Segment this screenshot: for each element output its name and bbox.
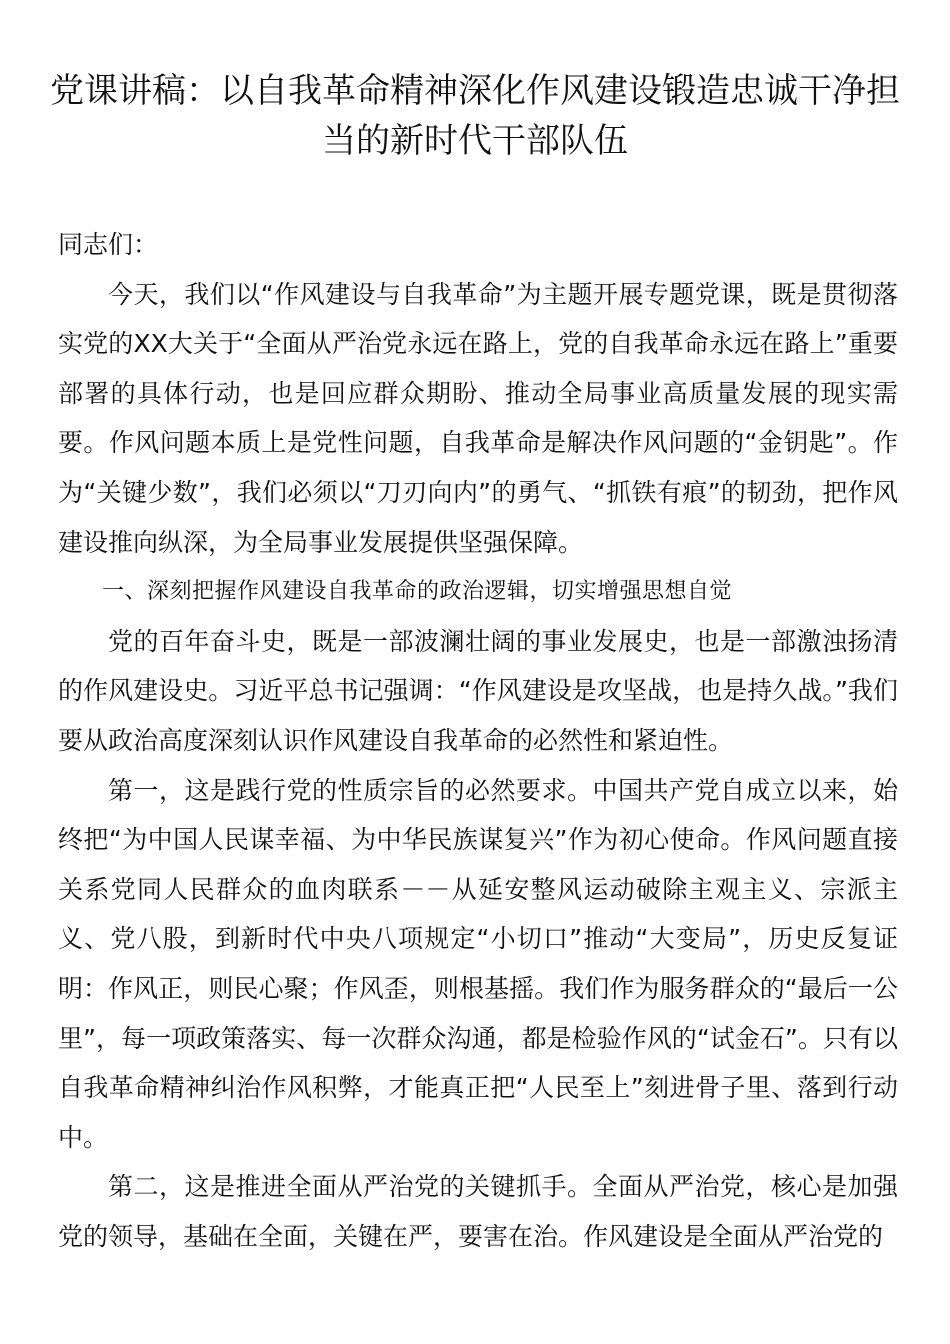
document-title: 党课讲稿：以自我革命精神深化作风建设锻造忠诚干净担当的新时代干部队伍	[50, 71, 900, 161]
paragraph-intro: 今天，我们以“作风建设与自我革命”为主题开展专题党课，既是贯彻落实党的XX大关于“全面从严治党永远在路上，党的自我革命永远在路上”重要部署的具体行动，也是回应群众期盼、推动全局事业高质量发展的现实需要。作风问题本质上是党性问题，自我革命是解决作风问题的“金钥匙”。作为“关键少数”，我们必须以“刀刃向内”的勇气、“抓铁有痕”的韧劲，把作风建设推向纵深，为全局事业发展提供坚强保障。	[58, 279, 898, 557]
salutation: 同志们：	[58, 230, 159, 259]
paragraph-point-1: 第一，这是践行党的性质宗旨的必然要求。中国共产党自成立以来，始终把“为中国人民谋幸福、为中华民族谋复兴”作为初心使命。作风问题直接关系党同人民群众的血肉联系－－从延安整风运动破除主观主义、宗派主义、党八股，到新时代中央八项规定“小切口”推动“大变局”，历史反复证明：作风正，则民心聚；作风歪，则根基摇。我们作为服务群众的“最后一公里”，每一项政策落实、每一次群众沟通，都是检验作风的“试金石”。只有以自我革命精神纠治作风积弊，才能真正把“人民至上”刻进骨子里、落到行动中。	[58, 775, 898, 1152]
section-heading-1: 一、深刻把握作风建设自我革命的政治逻辑，切实增强思想自觉	[102, 579, 733, 605]
paragraph-point-2: 第二，这是推进全面从严治党的关键抓手。全面从严治党，核心是加强党的领导，基础在全面，关键在严，要害在治。作风建设是全面从严治党的	[58, 1172, 898, 1251]
paragraph-history: 党的百年奋斗史，既是一部波澜壮阔的事业发展史，也是一部激浊扬清的作风建设史。习近平总书记强调：“作风建设是攻坚战，也是持久战。”我们要从政治高度深刻认识作风建设自我革命的必然性和紧迫性。	[58, 626, 898, 755]
document-body	[58, 220, 898, 1261]
